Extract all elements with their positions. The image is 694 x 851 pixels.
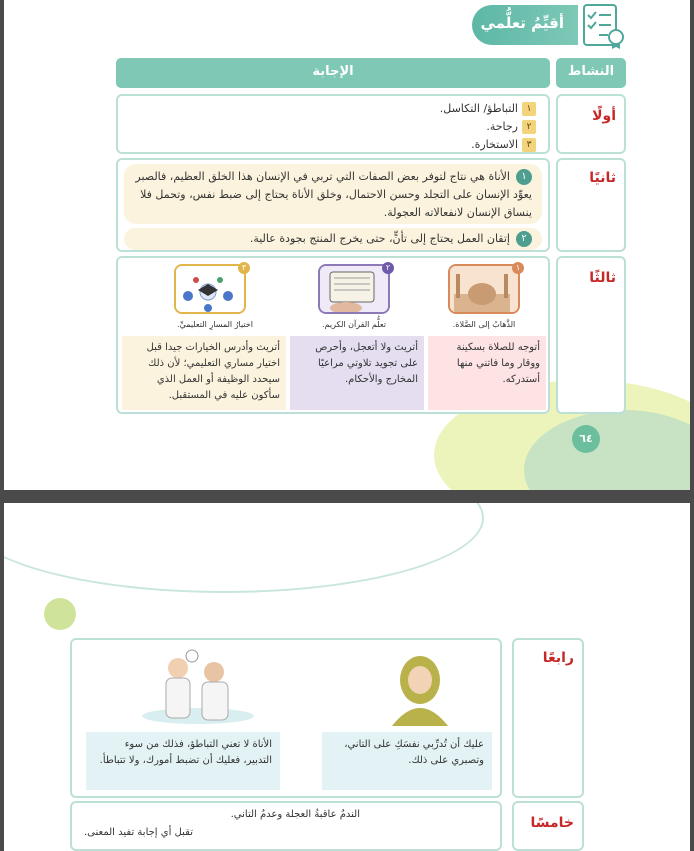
- card-answer: أتوجه للصلاة بسكينة ووقار وما فاتني منها أستدركه.: [428, 336, 546, 410]
- checklist-certificate-icon: [578, 3, 626, 49]
- card-badge: ٢: [382, 262, 394, 274]
- row1-answer-box: [116, 94, 550, 154]
- item-number: ١: [522, 102, 536, 116]
- row1-label: أولًا: [592, 108, 616, 124]
- paragraph-text: الأناة هي نتاج لتوفر بعض الصفات التي تربي في الإنسان هذا الخلق العظيم، فالصبر يعوِّد الإنسان على التجلد وحسن الاحتمال، وخلق الأناة يحتاج إلى ضبط نفس، وتحمل فلا ينساق الإنسان لانفعالاته العجولة.: [135, 170, 532, 219]
- list-item: [440, 100, 536, 118]
- page-2: [4, 503, 690, 851]
- card-caption: تعلُّم القرآن الكريم.: [322, 320, 386, 329]
- two-men-talking-image: [138, 646, 258, 726]
- card-caption: الذَّهابُ إلى الصَّلاة.: [452, 320, 516, 329]
- row2-answer-box: [116, 158, 550, 252]
- card-answer: أتريث ولا أتعجل، وأحرص على تجويد تلاوتي مراعيًا المخارج والأحكام.: [290, 336, 424, 410]
- row5-activity-box: [512, 801, 584, 851]
- item-text: التباطؤ/ التكاسل.: [439, 102, 518, 115]
- row4-label: رابعًا: [542, 650, 574, 666]
- list-item: [440, 118, 536, 136]
- row3-answer-box: [116, 256, 550, 414]
- page-1: [4, 0, 690, 490]
- row1-activity-box: [556, 94, 626, 154]
- quran-tablet-icon: [318, 266, 388, 314]
- row4-answer-box: [70, 638, 502, 798]
- paragraph-number: ١: [516, 169, 532, 185]
- mosque-image: [448, 264, 520, 314]
- item-text: الاستخارة.: [471, 138, 518, 151]
- item-number: ٢: [522, 120, 536, 134]
- card-answer: أتريث وأدرس الخيارات جيدا قبل اختيار مساري التعليمي؛ لأن ذلك سيحدد الوظيفة أو العمل الذي سأكون عليه في المستقبل.: [122, 336, 286, 410]
- row2-paragraph-1: [124, 164, 542, 224]
- mosque-icon: [448, 266, 518, 314]
- page-number: ٦٤: [572, 425, 600, 453]
- row3-activity-box: [556, 256, 626, 414]
- item-number: ٣: [522, 138, 536, 152]
- row5-line2: تقبل أي إجابة تفيد المعنى.: [84, 827, 193, 838]
- woman-hijab-image: [380, 650, 460, 726]
- row4-activity-box: [512, 638, 584, 798]
- item-text: رجاحة.: [486, 120, 518, 133]
- education-path-image: [174, 264, 246, 314]
- row5-answer-box: [70, 801, 502, 851]
- left-speech-box: الأناة لا تعني التباطؤ، فذلك من سوء التدبير، فعليك أن تضبط أمورك، ولا تتباطأ.: [86, 732, 280, 790]
- row5-line1: الندمُ عاقبةُ العجلة وعدمُ التاني.: [230, 809, 360, 820]
- card-badge: ١: [512, 262, 524, 274]
- paragraph-text: إتقان العمل يحتاج إلى تأنٍّ، حتى يخرج المنتج بجودة عالية.: [249, 232, 510, 245]
- row2-activity-box: [556, 158, 626, 252]
- right-speech-box: عليك أن تُدرِّبي نفسَكِ على التاني، وتصبري على ذلك.: [322, 732, 492, 790]
- quran-image: [318, 264, 390, 314]
- row2-label: ثانيًا: [589, 170, 616, 186]
- row5-label: خامسًا: [530, 815, 574, 831]
- answer-column-header: الإجابة: [116, 58, 550, 88]
- row3-label: ثالثًا: [589, 270, 616, 286]
- list-item: [440, 136, 536, 154]
- decor-swoosh: [4, 503, 484, 593]
- card-caption: اختيارُ المسارِ التعليميِّ.: [177, 320, 253, 329]
- page-title: أقيِّمُ تعلُّمي: [480, 14, 564, 32]
- paragraph-number: ٢: [516, 231, 532, 247]
- activity-column-header: النشاط: [556, 58, 626, 88]
- decor-dot: [44, 598, 76, 630]
- row2-paragraph-2: [124, 228, 542, 250]
- graduation-cap-icon: [174, 266, 244, 314]
- card-badge: ٣: [238, 262, 250, 274]
